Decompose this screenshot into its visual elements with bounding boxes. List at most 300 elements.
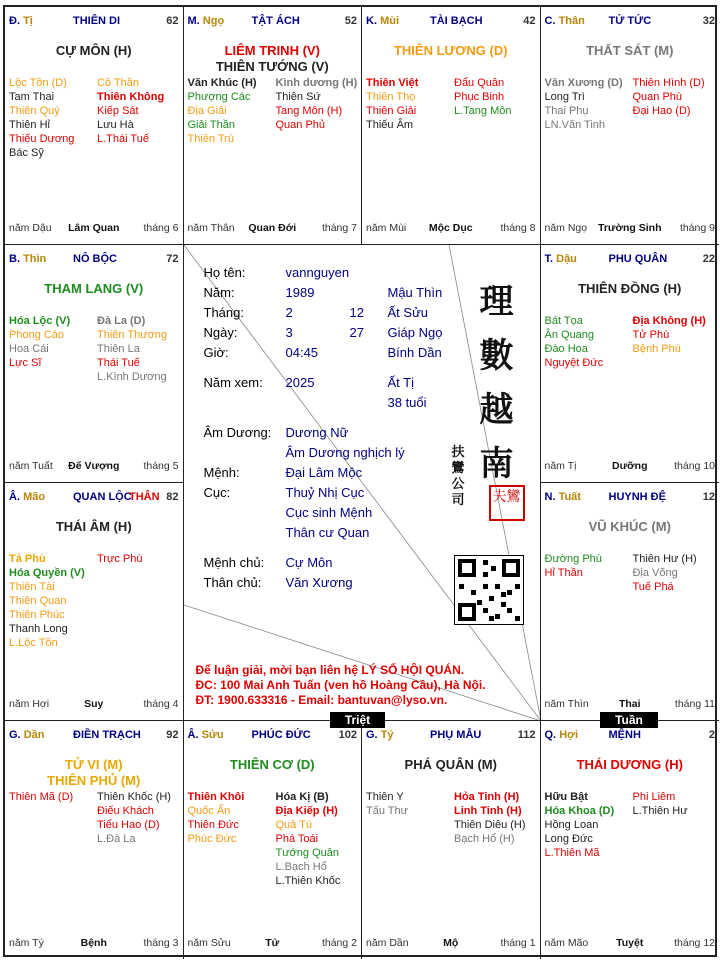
- palace-cell: [184, 7, 363, 245]
- minor-star: Thiên Đức: [187, 819, 239, 831]
- year-label: năm Ngọ: [544, 222, 588, 234]
- main-star: LIÊM TRINH (V): [224, 43, 320, 58]
- bad-stars-column: [97, 552, 142, 566]
- chi-label: Mão: [23, 491, 46, 503]
- month-label: tháng 5: [143, 460, 179, 472]
- chi-label: Thìn: [23, 253, 47, 265]
- info-value-canchi: Mậu Thìn: [387, 285, 443, 300]
- minor-star: Đại Hao (D): [632, 105, 691, 117]
- info-label: Năm:: [203, 285, 235, 300]
- chi-label: Tị: [23, 15, 33, 27]
- minor-star: L.Lộc Tồn: [9, 637, 58, 649]
- main-star: THIÊN CƠ (D): [229, 757, 315, 772]
- palace-cell: [541, 245, 720, 483]
- palace-number: 102: [338, 729, 357, 741]
- can-chi: [188, 729, 224, 741]
- calligraphy-char-4: 南: [479, 444, 514, 484]
- minor-star: L.Bạch Hổ: [275, 861, 327, 873]
- palace-cell: [541, 7, 720, 245]
- qr-module: [501, 602, 506, 607]
- palace-cell: [541, 721, 720, 959]
- info-value-canchi: 38 tuổi: [387, 395, 427, 410]
- can-chi: [9, 253, 46, 265]
- main-stars: [5, 43, 183, 59]
- can-label: T.: [544, 253, 554, 265]
- palace-header: [9, 729, 179, 743]
- chi-label: Dậu: [556, 253, 577, 265]
- minor-star: Cô Thần: [97, 77, 139, 89]
- seal-caption-char-2: 鸞: [451, 461, 465, 476]
- palace-number: 92: [166, 729, 179, 741]
- palace-number: 32: [702, 15, 715, 27]
- palace-header: [188, 729, 358, 743]
- life-stage: Dưỡng: [612, 460, 648, 472]
- palace-number: 52: [344, 15, 357, 27]
- palace-name: PHỤ MẪU: [430, 729, 482, 741]
- chi-label: Mùi: [380, 15, 400, 27]
- minor-star: Hoa Cái: [9, 343, 49, 355]
- calligraphy-char-2: 數: [479, 336, 514, 376]
- minor-star: Hóa Khoa (D): [544, 805, 615, 817]
- palace-name: PHÚC ĐỨC: [251, 729, 311, 741]
- qr-module: [483, 584, 488, 589]
- minor-star: Tiểu Hao (D): [97, 819, 160, 831]
- minor-star: Thiên Hỉ: [9, 119, 50, 131]
- qr-module: [507, 608, 512, 613]
- main-stars: [5, 519, 183, 535]
- minor-star: Phi Liêm: [632, 791, 676, 803]
- info-value: 1989: [285, 285, 315, 300]
- bad-stars-column: [633, 552, 697, 594]
- palace-name: TẬT ÁCH: [251, 15, 300, 27]
- life-stage: Suy: [84, 698, 104, 710]
- qr-module: [491, 566, 496, 571]
- palace-footer: [545, 222, 716, 235]
- minor-star: Long Trì: [544, 91, 585, 103]
- can-chi: [9, 491, 45, 503]
- main-star: THIÊN TƯỚNG (V): [215, 59, 329, 74]
- chi-label: Tuất: [558, 491, 581, 503]
- palace-footer: [188, 222, 358, 235]
- minor-star: Đường Phù: [544, 553, 602, 565]
- can-label: C.: [544, 15, 556, 27]
- minor-star: Thiên Khốc (H): [97, 791, 171, 803]
- life-stage: Trường Sinh: [598, 222, 662, 234]
- chi-label: Tý: [380, 729, 394, 741]
- info-value: Văn Xương: [285, 575, 353, 590]
- month-label: tháng 12: [674, 937, 715, 949]
- minor-star: Thiên Thương: [97, 329, 168, 341]
- minor-star: Thiên Mã (D): [9, 791, 74, 803]
- minor-star: Thanh Long: [9, 623, 68, 635]
- qr-finder-bl: [458, 603, 476, 621]
- minor-star: Văn Xương (D): [544, 77, 623, 89]
- main-star: THIÊN LƯƠNG (D): [393, 43, 508, 58]
- can-label: Â.: [9, 491, 20, 503]
- year-label: năm Thìn: [544, 698, 589, 710]
- palace-name: ĐIỀN TRẠCH: [73, 729, 141, 741]
- palace-number: 112: [517, 729, 536, 741]
- qr-module: [483, 560, 488, 565]
- minor-star: Bát Tọa: [544, 315, 583, 327]
- qr-finder-tr: [502, 559, 520, 577]
- info-value: Cự Môn: [285, 555, 333, 570]
- can-label: Đ.: [9, 15, 20, 27]
- can-label: K.: [366, 15, 377, 27]
- qr-module: [489, 596, 494, 601]
- minor-star: Thiên Quý: [9, 105, 60, 117]
- minor-star: Thiên Sứ: [275, 91, 321, 103]
- qr-code[interactable]: [454, 555, 524, 625]
- good-stars-column: [9, 76, 74, 160]
- year-label: năm Tuất: [9, 460, 53, 472]
- red-seal-stamp: [489, 485, 525, 521]
- minor-star: Thiên Hư (H): [632, 553, 697, 565]
- month-label: tháng 6: [143, 222, 179, 234]
- info-value-lunar: 12: [349, 305, 364, 320]
- minor-star: L.Kình Dương: [97, 371, 167, 383]
- qr-module: [495, 584, 500, 589]
- seal-caption-char-3: 公: [451, 477, 465, 492]
- info-value: Đại Lâm Mộc: [285, 465, 363, 480]
- bad-stars-column: [454, 790, 526, 846]
- minor-star: Địa Không (H): [632, 315, 706, 327]
- can-chi: [188, 15, 225, 27]
- minor-star: Thiên Diêu (H): [454, 819, 526, 831]
- palace-name: TỬ TỨC: [608, 15, 652, 27]
- can-label: G.: [9, 729, 21, 741]
- info-label: Thân chủ:: [203, 575, 262, 590]
- contact-line-2: ĐC: 100 Mai Anh Tuấn (ven hồ Hoàng Cầu), Hà Nội.: [195, 678, 486, 692]
- info-label: Tháng:: [203, 305, 244, 320]
- minor-star: Nguyệt Đức: [544, 357, 604, 369]
- info-label: Họ tên:: [203, 265, 246, 280]
- minor-star: Tướng Quân: [275, 847, 339, 859]
- chi-label: Sửu: [201, 729, 224, 741]
- bad-stars-column: [454, 76, 511, 118]
- minor-star: Thiếu Âm: [366, 119, 414, 131]
- main-stars: [5, 281, 183, 297]
- calligraphy-title: [472, 275, 522, 491]
- palace-name: THIÊN DI: [73, 15, 121, 27]
- palace-footer: [366, 222, 536, 235]
- minor-star: Hóa Kị (B): [275, 791, 329, 803]
- minor-star: Tam Thai: [9, 91, 55, 103]
- good-stars-column: [9, 552, 85, 650]
- minor-star: L.Đà La: [97, 833, 136, 845]
- palace-footer: [545, 698, 716, 711]
- minor-star: Đào Hoa: [544, 343, 588, 355]
- main-stars: [184, 757, 362, 773]
- main-star: TỬ VI (M): [64, 757, 123, 772]
- minor-star: Thai Phụ: [544, 105, 589, 117]
- palace-header: [366, 729, 536, 743]
- seal-chars: 夫鸞: [492, 489, 521, 505]
- month-label: tháng 8: [500, 222, 536, 234]
- minor-star: Thiên Không: [97, 91, 165, 103]
- chi-label: Thân: [558, 15, 585, 27]
- year-label: năm Tị: [544, 460, 577, 472]
- minor-star: Thiên Thọ: [366, 91, 416, 103]
- bad-stars-column: [633, 314, 706, 356]
- palace-name: PHU QUÂN: [608, 253, 668, 265]
- palace-number: 62: [166, 15, 179, 27]
- qr-module: [477, 600, 482, 605]
- info-value: Dương Nữ: [285, 425, 349, 440]
- minor-star: LN.Văn Tinh: [544, 119, 606, 131]
- than-marker: THÂN: [129, 491, 160, 503]
- palace-footer: [188, 937, 358, 950]
- palace-header: [188, 15, 358, 29]
- palace-header: [545, 729, 716, 743]
- good-stars-column: [188, 790, 245, 846]
- main-star: PHÁ QUÂN (M): [404, 757, 497, 772]
- minor-star: Tử Phù: [632, 329, 670, 341]
- month-label: tháng 10: [674, 460, 715, 472]
- qr-module: [483, 572, 488, 577]
- good-stars-column: [545, 552, 602, 580]
- qr-module: [483, 608, 488, 613]
- qr-module: [489, 616, 494, 621]
- palace-header: [545, 253, 716, 267]
- qr-module: [501, 592, 506, 597]
- minor-star: Bác Sỹ: [9, 147, 44, 159]
- minor-star: Đà La (D): [97, 315, 146, 327]
- can-chi: [545, 253, 577, 265]
- can-chi: [545, 729, 579, 741]
- minor-star: Quả Tú: [275, 819, 312, 831]
- minor-star: Thiên Giải: [366, 105, 417, 117]
- main-stars: [541, 281, 720, 297]
- minor-star: Tuế Phá: [632, 581, 674, 593]
- info-value: 04:45: [285, 345, 319, 360]
- minor-star: Lộc Tồn (D): [9, 77, 67, 89]
- tu-vi-chart: [3, 5, 717, 957]
- minor-star: Kiếp Sát: [97, 105, 139, 117]
- bad-stars-column: [633, 790, 688, 818]
- palace-cell: [5, 7, 184, 245]
- year-label: năm Dần: [366, 937, 409, 949]
- can-label: M.: [187, 15, 200, 27]
- minor-star: Thiên Tài: [9, 581, 55, 593]
- chi-label: Hợi: [559, 729, 579, 741]
- year-label: năm Dậu: [9, 222, 52, 234]
- life-stage: Quan Đới: [248, 222, 297, 234]
- main-star: THÁI DƯƠNG (H): [576, 757, 683, 772]
- month-label: tháng 1: [500, 937, 536, 949]
- palace-header: [366, 15, 536, 29]
- info-value-canchi: Ất Tị: [387, 375, 414, 390]
- minor-star: Phượng Các: [187, 91, 251, 103]
- life-stage: Tuyệt: [616, 937, 644, 949]
- life-stage: Mộc Dục: [428, 222, 473, 234]
- main-stars: [541, 43, 720, 59]
- palace-cell: [184, 721, 363, 959]
- minor-star: Thái Tuế: [97, 357, 140, 369]
- palace-footer: [545, 937, 716, 950]
- minor-star: Quan Phù: [632, 91, 683, 103]
- can-chi: [366, 729, 394, 741]
- year-label: năm Mùi: [366, 222, 407, 234]
- palace-number: 2: [708, 729, 715, 741]
- palace-footer: [9, 460, 179, 473]
- minor-star: L.Thiên Khốc: [275, 875, 341, 887]
- qr-finder-tl: [458, 559, 476, 577]
- good-stars-column: [366, 76, 418, 132]
- seal-caption-char-1: 扶: [451, 445, 465, 460]
- can-label: N.: [544, 491, 556, 503]
- info-value: Thuỷ Nhị Cục: [285, 485, 365, 500]
- info-value: Âm Dương nghịch lý: [285, 445, 405, 460]
- can-chi: [9, 15, 33, 27]
- minor-star: Điếu Khách: [97, 805, 154, 817]
- minor-star: L.Thiên Hư: [632, 805, 688, 817]
- good-stars-column: [366, 790, 408, 818]
- palace-footer: [545, 460, 716, 473]
- palace-footer: [9, 222, 179, 235]
- palace-cell: [5, 245, 184, 483]
- minor-star: Quốc Ấn: [187, 805, 231, 817]
- minor-star: Thiên Y: [366, 791, 404, 803]
- palace-name: NÔ BỘC: [73, 253, 117, 265]
- info-value-canchi: Bính Dần: [387, 345, 442, 360]
- palace-number: 12: [702, 491, 715, 503]
- month-label: tháng 9: [679, 222, 715, 234]
- palace-header: [9, 15, 179, 29]
- minor-star: Hóa Quyền (V): [9, 567, 85, 579]
- info-value-lunar: 27: [349, 325, 364, 340]
- main-stars: [541, 757, 720, 773]
- minor-star: Lưu Hà: [97, 119, 134, 131]
- chi-label: Dần: [23, 729, 45, 741]
- can-label: Â.: [187, 729, 199, 741]
- can-chi: [545, 15, 585, 27]
- can-chi: [9, 729, 44, 741]
- minor-star: Kình dương (H): [275, 77, 358, 89]
- bad-stars-column: [276, 76, 358, 132]
- minor-star: Văn Khúc (H): [187, 77, 257, 89]
- palace-name: MỆNH: [608, 729, 641, 741]
- bad-stars-column: [97, 790, 171, 846]
- minor-star: Tang Môn (H): [275, 105, 343, 117]
- minor-star: Thiên Quan: [9, 595, 67, 607]
- year-label: năm Mão: [544, 937, 589, 949]
- palace-number: 82: [166, 491, 179, 503]
- main-star: THIÊN PHỦ (M): [47, 773, 141, 788]
- minor-star: Tả Phù: [9, 553, 46, 565]
- main-stars: [541, 519, 720, 535]
- qr-module: [507, 590, 512, 595]
- life-stage: Bệnh: [80, 937, 107, 949]
- minor-star: Thiên Hình (D): [632, 77, 705, 89]
- info-value: Cục sinh Mệnh: [285, 505, 373, 520]
- palace-number: 22: [702, 253, 715, 265]
- minor-star: Trực Phù: [97, 553, 143, 565]
- palace-cell: [362, 7, 541, 245]
- qr-module: [495, 614, 500, 619]
- good-stars-column: [9, 314, 70, 370]
- info-label: Mệnh chủ:: [203, 555, 265, 570]
- minor-star: Đẩu Quân: [454, 77, 505, 89]
- info-value: Thân cư Quan: [285, 525, 370, 540]
- minor-star: Tấu Thư: [366, 805, 409, 817]
- chart-center-info: [184, 245, 541, 721]
- palace-header: [9, 253, 179, 267]
- main-star: CỰ MÔN (H): [55, 43, 132, 58]
- life-stage: Thai: [618, 698, 641, 710]
- year-label: năm Sửu: [187, 937, 231, 949]
- qr-module: [459, 584, 464, 589]
- info-label: Giờ:: [203, 345, 229, 360]
- info-value-canchi: Ất Sửu: [387, 305, 428, 320]
- life-stage: Mộ: [443, 937, 459, 949]
- bad-stars-column: [97, 76, 164, 146]
- palace-name: TÀI BẠCH: [430, 15, 483, 27]
- palace-footer: [366, 937, 536, 950]
- chi-label: Ngọ: [202, 15, 225, 27]
- palace-name: QUAN LỘC: [73, 491, 132, 503]
- good-stars-column: [545, 76, 623, 132]
- calligraphy-char-1: 理: [479, 282, 514, 322]
- palace-name: HUYNH ĐỆ: [608, 491, 666, 503]
- minor-star: Phá Toái: [275, 833, 319, 845]
- minor-star: Thiên La: [97, 343, 140, 355]
- seal-caption: [452, 445, 468, 509]
- main-stars: [5, 757, 183, 789]
- minor-star: Thiên Trù: [187, 133, 234, 145]
- minor-star: Thiếu Dương: [9, 133, 75, 145]
- minor-star: Giải Thần: [187, 119, 235, 131]
- month-label: tháng 11: [674, 698, 715, 710]
- main-star: THÁI ÂM (H): [55, 519, 132, 534]
- palace-header: [545, 491, 716, 505]
- palace-number: 72: [166, 253, 179, 265]
- month-label: tháng 7: [321, 222, 357, 234]
- main-star: THẤT SÁT (M): [586, 43, 674, 58]
- bad-stars-column: [633, 76, 705, 118]
- qr-module: [471, 590, 476, 595]
- life-stage: Đế Vượng: [68, 460, 120, 472]
- minor-star: Ân Quang: [544, 329, 595, 341]
- seal-caption-char-4: 司: [451, 493, 465, 508]
- minor-star: Linh Tinh (H): [454, 805, 522, 817]
- info-value: 3: [285, 325, 293, 340]
- contact-line-3[interactable]: ĐT: 1900.633316 - Email: bantuvan@lyso.vn.: [195, 693, 448, 707]
- info-label: Năm xem:: [203, 375, 263, 390]
- can-label: B.: [9, 253, 20, 265]
- info-label: Mệnh:: [203, 465, 240, 480]
- palace-header: [9, 491, 179, 505]
- year-label: năm Hợi: [9, 698, 50, 710]
- info-label: Cục:: [203, 485, 231, 500]
- life-stage: Tử: [265, 937, 280, 949]
- minor-star: Hồng Loan: [544, 819, 599, 831]
- minor-star: L.Thiên Mã: [544, 847, 600, 859]
- qr-module: [515, 584, 520, 589]
- palace-cell: [5, 483, 184, 721]
- main-star: VŨ KHÚC (M): [588, 519, 671, 534]
- main-stars: [362, 757, 540, 773]
- triet-tag: Triệt: [330, 712, 385, 728]
- can-label: G.: [366, 729, 378, 741]
- palace-header: [545, 15, 716, 29]
- info-value: vannguyen: [285, 265, 350, 280]
- minor-star: Thiên Khôi: [187, 791, 245, 803]
- main-stars: [184, 43, 362, 75]
- minor-star: Lực Sĩ: [9, 357, 42, 369]
- palace-cell: [362, 721, 541, 959]
- year-label: năm Tý: [9, 937, 44, 949]
